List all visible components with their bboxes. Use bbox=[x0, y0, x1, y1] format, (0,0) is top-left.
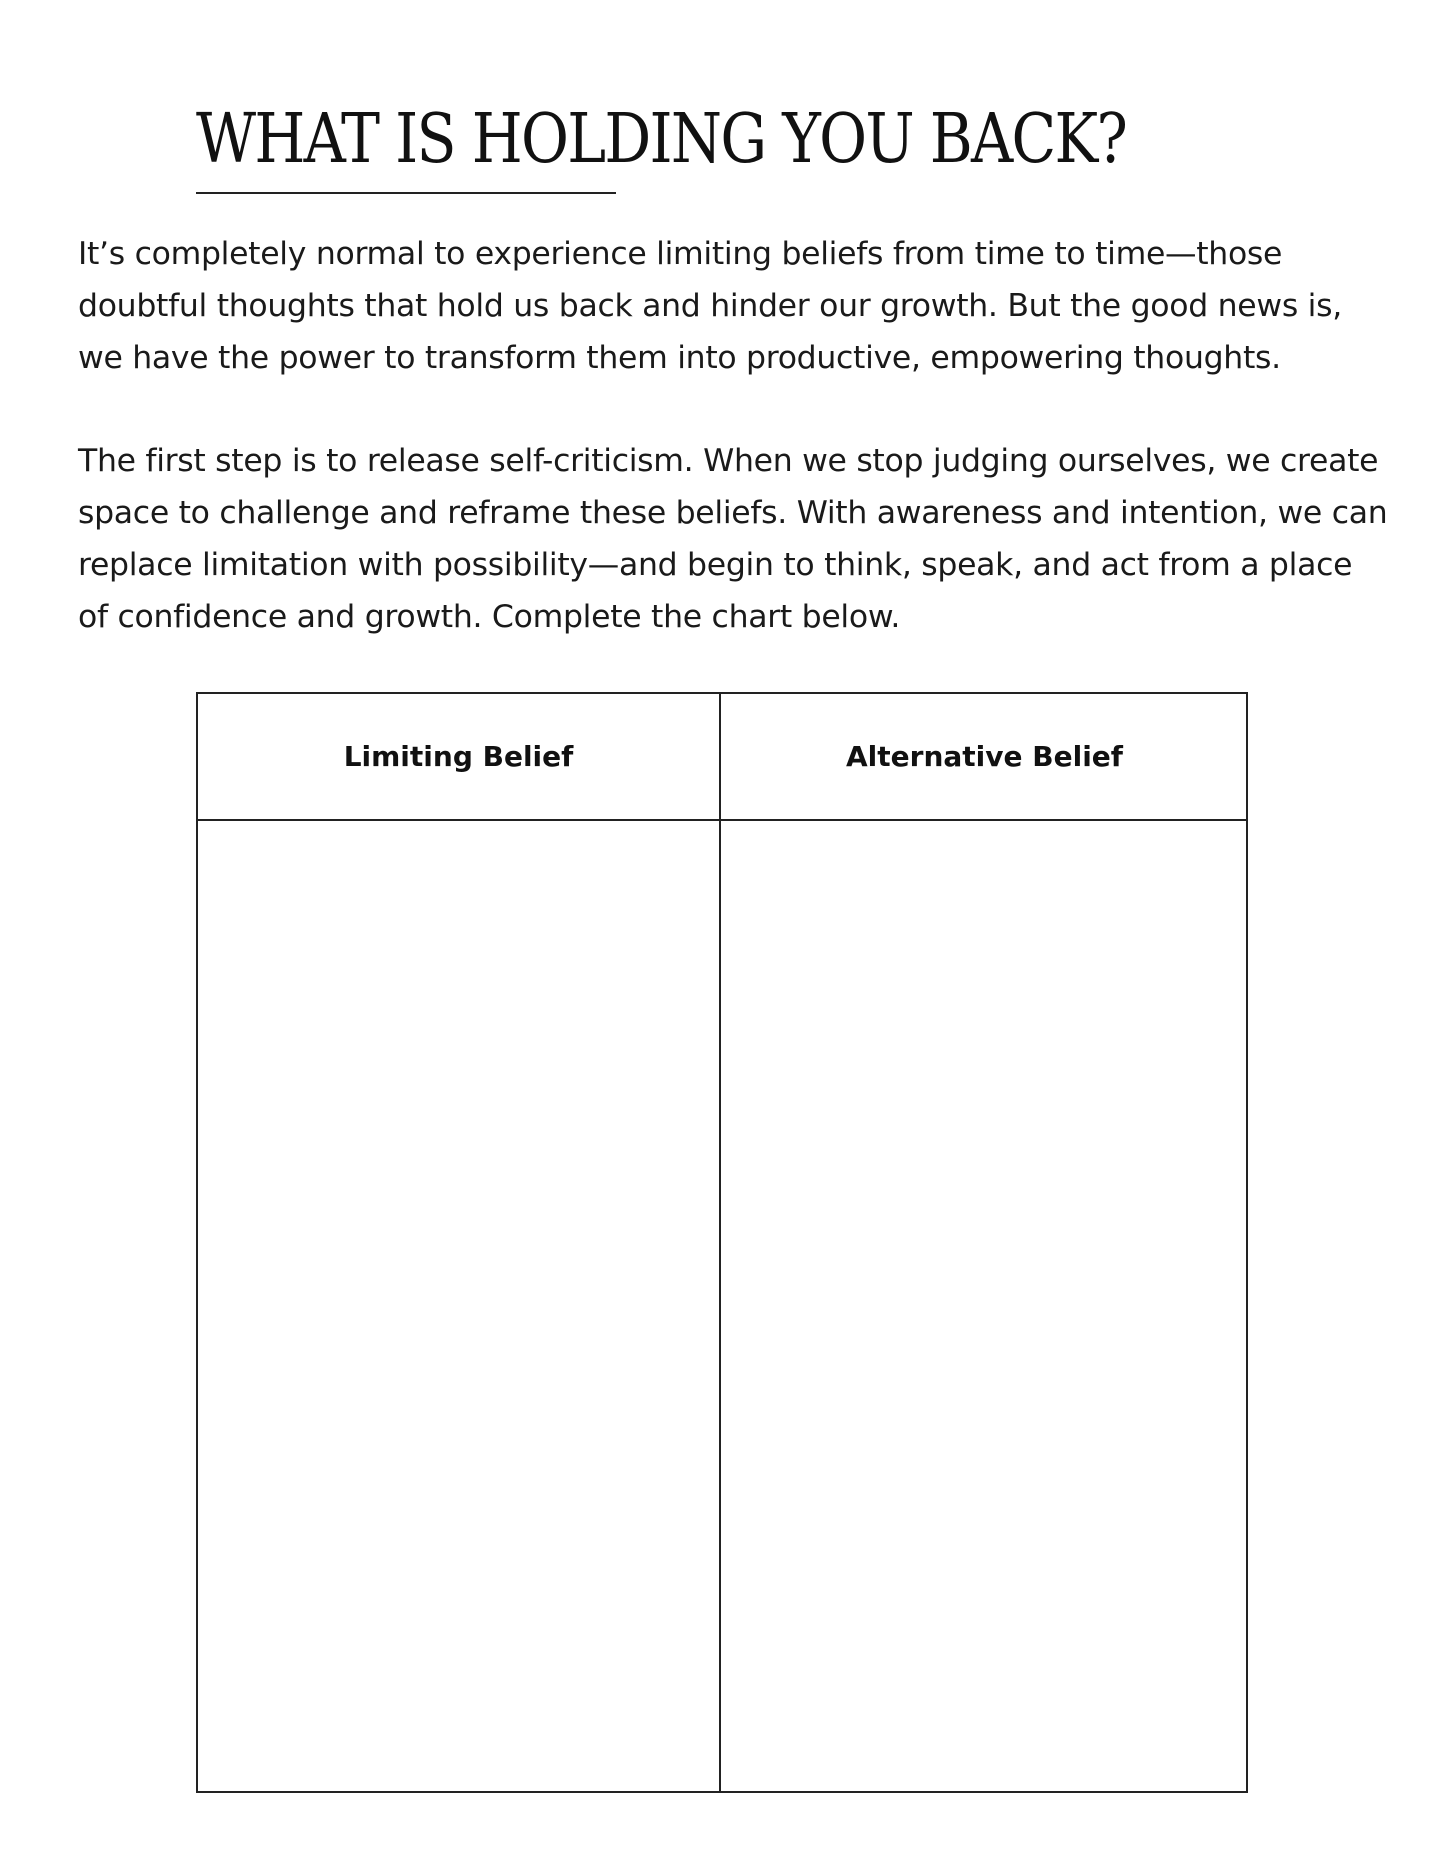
intro-paragraph-2: The first step is to release self-criticism. When we stop judging ourselves, we create space to challenge and reframe these beliefs. With awareness and intention, we can replace limitation with possibility—and begin to think, speak, and act from a place of confidence and growth. Complete the chart below. bbox=[78, 443, 1388, 635]
column-header-limiting-belief: Limiting Belief bbox=[343, 740, 574, 773]
intro-paragraph-1: It’s completely normal to experience limiting beliefs from time to time—those doubtful thoughts that hold us back and hinder our growth. But the good news is, we have the power to transform them into productive, empowering thoughts. bbox=[78, 236, 1342, 376]
limiting-belief-cell[interactable] bbox=[198, 821, 719, 1791]
page-title: WHAT IS HOLDING YOU BACK? bbox=[196, 100, 1127, 179]
alternative-belief-cell[interactable] bbox=[721, 821, 1246, 1791]
belief-chart-table bbox=[196, 692, 1248, 1793]
column-header-alternative-belief: Alternative Belief bbox=[846, 740, 1123, 773]
title-underline bbox=[196, 192, 616, 194]
